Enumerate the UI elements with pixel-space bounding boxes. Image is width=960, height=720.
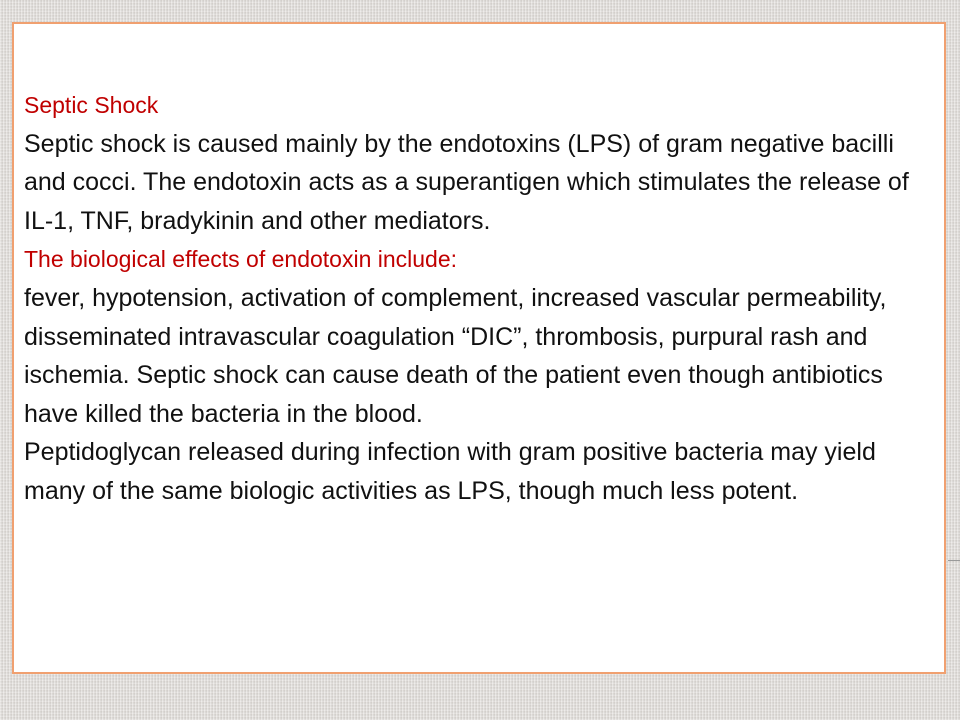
peptidoglycan-paragraph: Peptidoglycan released during infection with gram positive bacteria may yield many of the same biologic activities as LPS, though much less potent. [24, 438, 876, 505]
side-divider-line [948, 560, 960, 561]
intro-paragraph: Septic shock is caused mainly by the endotoxins (LPS) of gram negative bacilli and cocci. The endotoxin acts as a superantigen which stimulates the release of IL-1, TNF, bradykinin and other mediators. [24, 129, 909, 235]
slide-panel [12, 22, 946, 674]
slide-content [24, 86, 939, 511]
effects-paragraph: fever, hypotension, activation of complement, increased vascular permeability, disseminated intravascular coagulation “DIC”, thrombosis, purpural rash and ischemia. Septic shock can cause death of the patient even though antibiotics have killed the bacteria in the blood. [24, 283, 887, 428]
effects-subheading: The biological effects of endotoxin include: [24, 246, 458, 273]
slide-title: Septic Shock [24, 92, 159, 118]
